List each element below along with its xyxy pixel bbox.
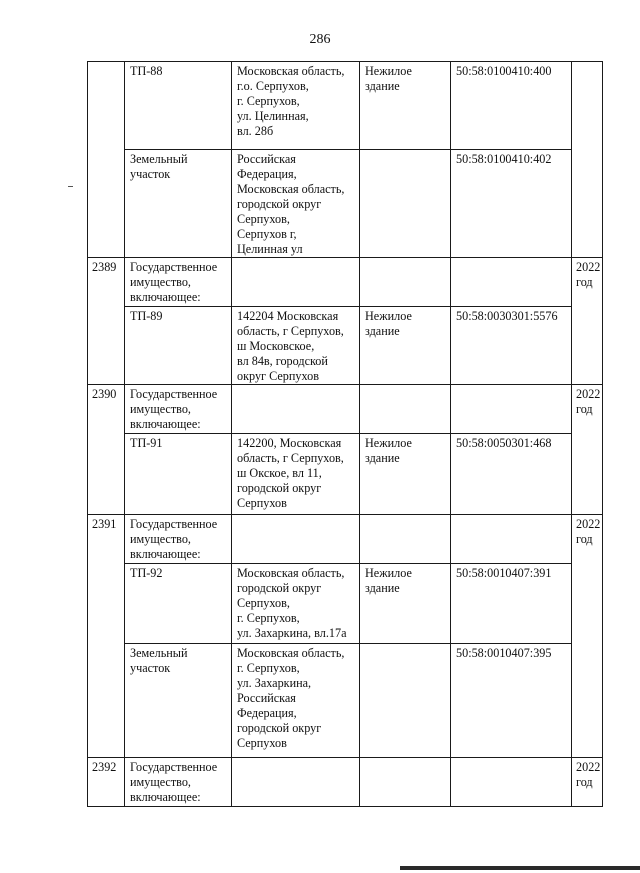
item-type: Нежилое здание [365, 309, 412, 338]
entry-year: 2022 год [576, 387, 601, 416]
empty-cell [451, 758, 572, 807]
entry-header-cell [125, 758, 232, 807]
entry-year: 2022 год [576, 517, 601, 546]
table-row [88, 515, 603, 564]
empty-cell [232, 385, 360, 434]
table-row [88, 307, 603, 385]
entry-number-cell [88, 758, 125, 807]
entry-header: Государственное имущество, включающее: [130, 517, 218, 561]
item-address-cell [232, 434, 360, 515]
item-address-cell [232, 307, 360, 385]
table-row [88, 434, 603, 515]
empty-cell [360, 258, 451, 307]
item-name-cell [125, 644, 232, 758]
table-row [88, 258, 603, 307]
entry-number-cell [88, 515, 125, 758]
empty-cell [232, 258, 360, 307]
item-name-cell [125, 62, 232, 150]
item-cadastral-cell [451, 62, 572, 150]
item-cadastral-cell [451, 564, 572, 644]
item-name: ТП-91 [130, 436, 163, 450]
item-cadastral-number: 50:58:0010407:395 [456, 646, 552, 660]
item-name: ТП-89 [130, 309, 163, 323]
item-type-cell [360, 644, 451, 758]
item-name-cell [125, 434, 232, 515]
empty-cell [360, 515, 451, 564]
page-number: 286 [309, 32, 331, 47]
table-row [88, 385, 603, 434]
entry-number-cell [88, 62, 125, 258]
entry-number-cell [88, 258, 125, 385]
item-address: Московская область, городской округ Серпухов, г. Серпухов, ул. Захаркина, вл.17а [237, 566, 347, 640]
item-name: ТП-88 [130, 64, 163, 78]
item-address-cell [232, 62, 360, 150]
item-cadastral-number: 50:58:0010407:391 [456, 566, 552, 580]
entry-number: 2389 [92, 260, 117, 274]
item-name: Земельный участок [130, 152, 188, 181]
table-row [88, 150, 603, 258]
item-address: 142200, Московская область, г Серпухов, ш Окское, вл 11, городской округ Серпухов [237, 436, 344, 510]
entry-number: 2392 [92, 760, 117, 774]
entry-year-cell [572, 515, 603, 758]
item-address: 142204 Московская область, г Серпухов, ш Московское, вл 84в, городской округ Серпухов [237, 309, 344, 383]
empty-cell [451, 515, 572, 564]
entry-year-cell [572, 758, 603, 807]
item-type: Нежилое здание [365, 566, 412, 595]
empty-cell [360, 758, 451, 807]
item-type-cell [360, 307, 451, 385]
item-cadastral-number: 50:58:0100410:400 [456, 64, 552, 78]
item-cadastral-number: 50:58:0100410:402 [456, 152, 552, 166]
item-cadastral-cell [451, 644, 572, 758]
item-type: Нежилое здание [365, 64, 412, 93]
item-address: Российская Федерация, Московская область, городской округ Серпухов, Серпухов г, Целинная ул [237, 152, 345, 256]
item-name-cell [125, 564, 232, 644]
entry-header: Государственное имущество, включающее: [130, 387, 218, 431]
item-type-cell [360, 62, 451, 150]
table-row [88, 62, 603, 150]
item-address-cell [232, 564, 360, 644]
entry-header-cell [125, 258, 232, 307]
item-address: Московская область, г. Серпухов, ул. Захаркина, Российская Федерация, городской округ Серпухов [237, 646, 345, 750]
table-row [88, 644, 603, 758]
item-address: Московская область, г.о. Серпухов, г. Серпухов, ул. Целинная, вл. 28б [237, 64, 345, 138]
entry-year-cell [572, 258, 603, 385]
item-cadastral-cell [451, 307, 572, 385]
entry-year-cell [572, 385, 603, 515]
item-name: Земельный участок [130, 646, 188, 675]
item-cadastral-number: 50:58:0050301:468 [456, 436, 552, 450]
entry-year: 2022 год [576, 260, 601, 289]
item-type-cell [360, 564, 451, 644]
item-address-cell [232, 150, 360, 258]
entry-header: Государственное имущество, включающее: [130, 760, 218, 804]
item-type [360, 644, 450, 646]
item-name-cell [125, 307, 232, 385]
item-type: Нежилое здание [365, 436, 412, 465]
empty-cell [451, 258, 572, 307]
empty-cell [360, 385, 451, 434]
entry-header-cell [125, 385, 232, 434]
item-type-cell [360, 434, 451, 515]
table-row [88, 564, 603, 644]
item-name-cell [125, 150, 232, 258]
property-registry-table [87, 61, 603, 807]
empty-cell [232, 758, 360, 807]
entry-year: 2022 год [576, 760, 601, 789]
item-address-cell [232, 644, 360, 758]
scan-edge-line [400, 866, 640, 870]
scan-artifact-mark [68, 186, 73, 187]
item-type [360, 150, 450, 152]
empty-cell [232, 515, 360, 564]
item-name: ТП-92 [130, 566, 163, 580]
entry-number-cell [88, 385, 125, 515]
empty-cell [451, 385, 572, 434]
item-cadastral-number: 50:58:0030301:5576 [456, 309, 558, 323]
entry-header-cell [125, 515, 232, 564]
entry-number: 2391 [92, 517, 117, 531]
entry-number: 2390 [92, 387, 117, 401]
item-cadastral-cell [451, 434, 572, 515]
entry-header: Государственное имущество, включающее: [130, 260, 218, 304]
table-row [88, 758, 603, 807]
item-type-cell [360, 150, 451, 258]
item-cadastral-cell [451, 150, 572, 258]
entry-year-cell [572, 62, 603, 258]
